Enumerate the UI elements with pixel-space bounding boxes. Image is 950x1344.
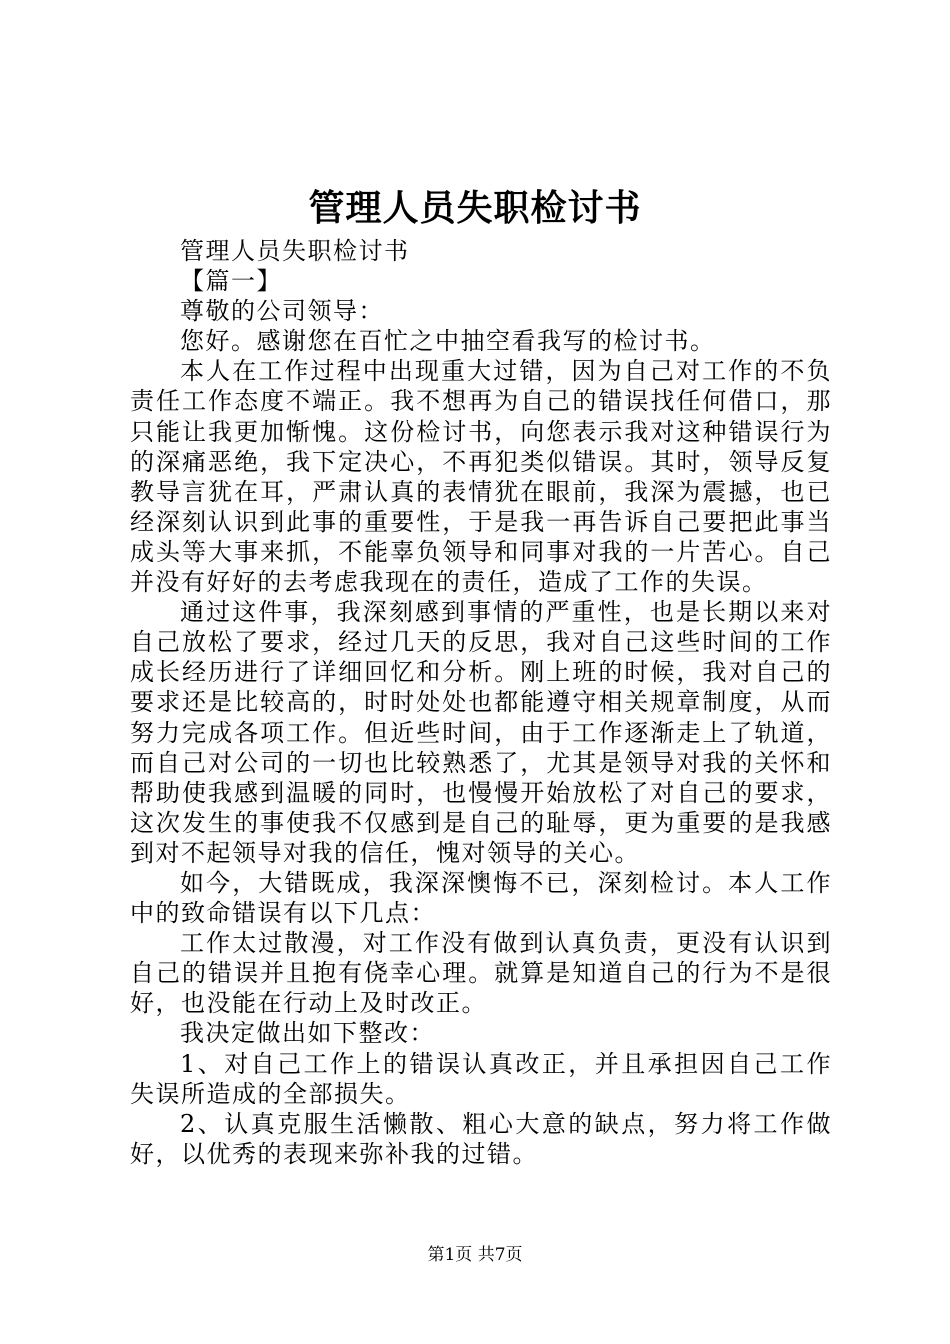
paragraph-body-3: 如今，大错既成，我深深懊悔不已，深刻检讨。本人工作中的致命错误有以下几点：: [130, 868, 832, 928]
paragraph-section-heading: 【篇一】: [180, 267, 282, 296]
paragraph-body-5: 我决定做出如下整改：: [180, 1019, 435, 1048]
page-number-footer: 第1页 共7页: [427, 1245, 523, 1265]
paragraph-list-item-2: 2、认真克服生活懒散、粗心大意的缺点，努力将工作做好，以优秀的表现来弥补我的过错。: [130, 1109, 832, 1168]
paragraph-body-4: 工作太过散漫，对工作没有做到认真负责，更没有认识到自己的错误并且抱有侥幸心理。就算是知道自己的行为不是很好，也没能在行动上及时改正。: [130, 929, 832, 1018]
paragraph-greeting: 您好。感谢您在百忙之中抽空看我写的检讨书。: [180, 327, 716, 356]
document-body: [130, 236, 832, 1169]
paragraph-body-1: 本人在工作过程中出现重大过错，因为自己对工作的不负责任工作态度不端正。我不想再为自己的错误找任何借口，那只能让我更加惭愧。这份检讨书，向您表示我对这种错误行为的深痛恶绝，我下定决心，不再犯类似错误。其时，领导反复教导言犹在耳，严肃认真的表情犹在眼前，我深为震撼，也已经深刻认识到此事的重要性，于是我一再告诉自己要把此事当成头等大事来抓，不能辜负领导和同事对我的一片苦心。自己并没有好好的去考虑我现在的责任，造成了工作的失误。: [130, 357, 832, 597]
document-title: 管理人员失职检讨书: [308, 187, 642, 229]
paragraph-subtitle: 管理人员失职检讨书: [180, 237, 410, 265]
paragraph-list-item-1: 1、对自己工作上的错误认真改正，并且承担因自己工作失误所造成的全部损失。: [130, 1049, 832, 1108]
paragraph-salutation: 尊敬的公司领导：: [180, 297, 384, 326]
paragraph-body-2: 通过这件事，我深刻感到事情的严重性，也是长期以来对自己放松了要求，经过几天的反思，我对自己这些时间的工作成长经历进行了详细回忆和分析。刚上班的时候，我对自己的要求还是比较高的，时时处处也都能遵守相关规章制度，从而努力完成各项工作。但近些时间，由于工作逐渐走上了轨道，而自己对公司的一切也比较熟悉了，尤其是领导对我的关怀和帮助使我感到温暖的同时，也慢慢开始放松了对自己的要求，这次发生的事使我不仅感到是自己的耻辱，更为重要的是我感到对不起领导对我的信任，愧对领导的关心。: [130, 598, 832, 867]
